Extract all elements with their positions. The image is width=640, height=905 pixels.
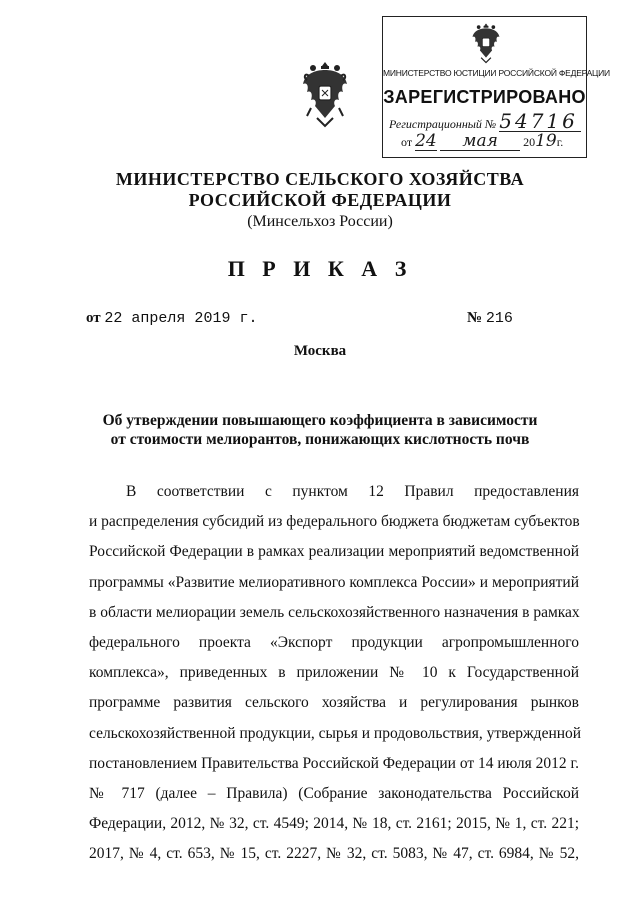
stamp-date-year-suffix: 19 [535,131,557,151]
order-title-line2: от стоимости мелиорантов, понижающих кислотность почв [110,431,530,448]
stamp-eagle-icon [469,21,503,65]
registration-stamp [382,16,610,158]
stamp-ministry: МИНИСТЕРСТВО ЮСТИЦИИ РОССИЙСКОЙ ФЕДЕРАЦИИ [383,68,610,78]
body-line: и распределения субсидий из федерального бюджета бюджетам субъектов [89,513,580,531]
order-date-value: 22 апреля 2019 г. [104,310,258,327]
body-line: 2017, № 4, ст. 653, № 15, ст. 2227, № 32, ст. 5083, № 47, ст. 6984, № 52, [89,845,579,863]
city: Москва [293,343,347,359]
order-title-line1: Об утверждении повышающего коэффициента в зависимости [102,412,538,429]
ministry-name-line2: РОССИЙСКОЙ ФЕДЕРАЦИИ [188,190,452,210]
stamp-reg-label: Регистрационный № [389,117,497,131]
order-number-prefix: № [467,310,483,326]
body-line: программе развития сельского хозяйства и регулирования рынков [89,694,579,712]
stamp-date-prefix: от [401,135,413,149]
stamp-date-day: 24 [415,131,437,151]
body-line: в области мелиорации земель сельскохозяйственного назначения в рамках [89,603,580,621]
order-date [86,310,257,327]
body-line: постановлением Правительства Российской Федерации от 14 июля 2012 г. [89,754,579,772]
stamp-emblem [469,21,503,65]
stamp-status: ЗАРЕГИСТРИРОВАНО [383,87,586,107]
stamp-reg-number: 54716 [499,111,581,132]
order-body [89,477,582,869]
stamp-date-suffix: г. [556,135,564,149]
body-line: комплекса», приведенных в приложении № 10 к Государственной [89,664,579,682]
body-line: программы «Развитие мелиоративного комплекса России» и мероприятий [89,573,579,591]
order-date-prefix: от [86,310,101,326]
double-headed-eagle-icon [299,58,351,130]
body-line: № 717 (далее – Правила) (Собрание законодательства Российской [89,784,579,802]
ministry-name-line1: МИНИСТЕРСТВО СЕЛЬСКОГО ХОЗЯЙСТВА [115,169,525,189]
body-line: Российской Федерации в рамках реализации мероприятий ведомственной [89,543,579,561]
order-number [467,310,513,327]
order-number-value: 216 [485,310,513,327]
stamp-date-year-prefix: 20 [523,135,536,149]
coat-of-arms-emblem [299,58,351,130]
stamp-reg-line [389,111,592,132]
body-line: В соответствии с пунктом 12 Правил предоставления [126,483,579,500]
document-type: П Р И К А З [227,256,413,281]
body-line: федерального проекта «Экспорт продукции агропромышленного [89,633,579,651]
stamp-date-month: мая [440,133,520,151]
body-line: сельскохозяйственной продукции, сырья и продовольствия, утвержденной [89,724,582,742]
ministry-short-name: (Минсельхоз России) [247,213,393,230]
body-line: Федерации, 2012, № 32, ст. 4549; 2014, № 18, ст. 2161; 2015, № 1, ст. 221; [89,815,579,833]
stamp-date-line [401,133,604,151]
